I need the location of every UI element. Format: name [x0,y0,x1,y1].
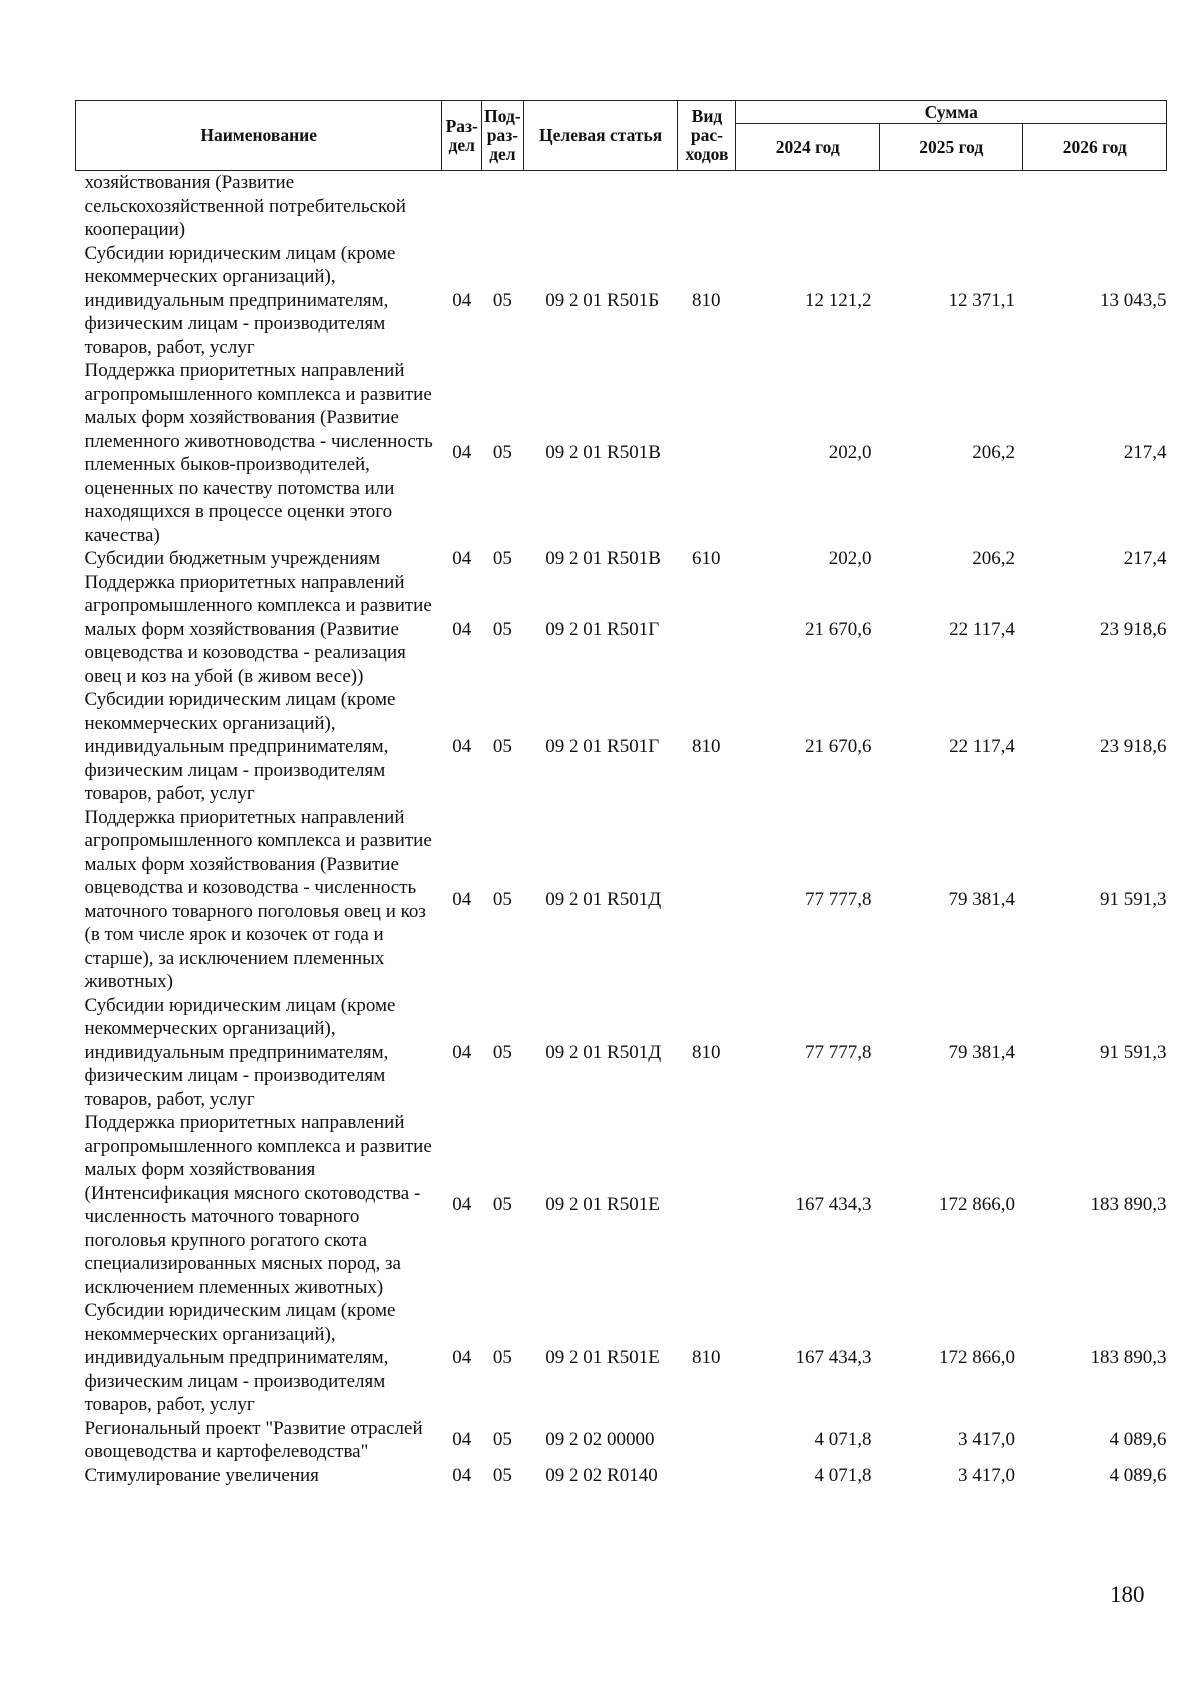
row-razdel: 04 [452,618,472,640]
row-2026: 91 591,3 [1100,888,1167,910]
row-target: 09 2 01 R501Б [545,289,660,311]
row-name: Субсидии юридическим лицам (кроме некоммерческих организаций), индивидуальным предпринимателям, физическим лицам - производителям товаров, работ, услуг [84,1300,396,1415]
row-podrazdel: 05 [492,442,512,464]
row-2024: 4 071,8 [814,1464,872,1486]
row-podrazdel: 05 [492,888,512,910]
row-2025: 79 381,4 [948,888,1015,910]
row-target: 09 2 02 00000 [545,1429,655,1451]
table-row [76,547,1167,571]
row-razdel: 04 [452,1464,472,1486]
row-podrazdel: 05 [492,1194,512,1216]
row-razdel: 04 [452,888,472,910]
page-number: 180 [1110,1582,1145,1607]
table-row [76,1111,1167,1299]
row-2024: 4 071,8 [814,1429,872,1451]
row-2026: 4 089,6 [1109,1464,1167,1486]
row-2026: 217,4 [1123,548,1167,569]
row-podrazdel [482,171,524,242]
row-razdel: 04 [452,1041,472,1063]
row-vid [678,359,736,547]
row-name: Субсидии юридическим лицам (кроме некоммерческих организаций), индивидуальным предпринимателям, физическим лицам - производителям товаров, работ, услуг [84,994,396,1110]
table-row [76,688,1167,806]
row-podrazdel: 05 [492,1464,512,1486]
row-podrazdel: 05 [492,289,512,311]
row-name: Субсидии юридическим лицам (кроме некоммерческих организаций), индивидуальным предпринимателям, физическим лицам - производителям товаров, работ, услуг [84,242,396,358]
row-podrazdel: 05 [492,618,512,640]
row-name: Стимулирование увеличения [84,1464,319,1486]
header-year-2024: 2024 год [736,124,879,171]
budget-table [75,100,1167,1487]
row-2025 [879,171,1022,242]
table-row [76,571,1167,689]
header-target: Целевая статья [523,101,678,171]
header-year-2026: 2026 год [1023,124,1167,171]
row-razdel: 04 [452,1347,472,1368]
row-razdel: 04 [452,736,472,757]
row-2024: 21 670,6 [804,736,872,757]
row-target: 09 2 01 R501В [545,442,661,464]
header-razdel: Раз-дел [442,101,482,171]
row-2025: 12 371,1 [948,289,1015,311]
row-2026 [1023,171,1167,242]
row-name: Субсидии юридическим лицам (кроме некоммерческих организаций), индивидуальным предпринимателям, физическим лицам - производителям товаров, работ, услуг [84,689,396,804]
row-vid [678,806,736,994]
row-vid [678,571,736,689]
table-body [76,171,1167,1488]
row-podrazdel: 05 [492,736,512,757]
row-name: хозяйствования (Развитие сельскохозяйственной потребительской кооперации) [84,172,406,240]
row-vid [678,1464,736,1488]
row-target: 09 2 01 R501Д [545,1041,662,1063]
row-2026: 13 043,5 [1100,289,1167,311]
row-podrazdel: 05 [492,1429,512,1451]
row-2024: 202,0 [828,548,872,569]
row-2026: 23 918,6 [1100,618,1167,640]
row-target: 09 2 01 R501Г [545,736,660,757]
row-2024: 167 434,3 [795,1194,872,1216]
row-name: Поддержка приоритетных направлений агропромышленного комплекса и развитие малых форм хозяйствования (Развитие племенного животноводства - численность племенных быков-производителей, оцененных по качеству потомства или находящихся в процессе оценки этого качества) [84,360,433,546]
row-razdel [442,171,482,242]
row-razdel: 04 [452,442,472,464]
row-vid [678,1417,736,1464]
row-target: 09 2 01 R501Д [545,888,662,910]
header-name: Наименование [76,101,442,171]
row-2026: 4 089,6 [1109,1429,1167,1451]
table-row [76,806,1167,994]
row-2025: 22 117,4 [949,736,1015,757]
row-target [523,171,678,242]
row-vid [678,1111,736,1299]
row-2024: 12 121,2 [804,289,872,311]
row-name: Поддержка приоритетных направлений агропромышленного комплекса и развитие малых форм хозяйствования (Развитие овцеводства и козоводства - численность маточного товарного поголовья овец и коз (в том числе ярок и козочек от года и старше), за исключением племенных животных) [84,806,432,992]
row-vid [678,171,736,242]
row-2025: 79 381,4 [948,1041,1015,1063]
row-podrazdel: 05 [492,548,512,569]
row-target: 09 2 02 R0140 [545,1464,658,1486]
row-target: 09 2 01 R501Е [545,1347,660,1368]
row-2024: 167 434,3 [795,1347,872,1368]
row-name: Субсидии бюджетным учреждениям [84,548,381,569]
header-podrazdel: Под-раз-дел [482,101,524,171]
row-2025: 3 417,0 [957,1464,1015,1486]
row-podrazdel: 05 [492,1041,512,1063]
row-2025: 206,2 [972,548,1015,569]
row-target: 09 2 01 R501Е [545,1194,660,1216]
row-2026: 217,4 [1123,442,1167,464]
table-row [76,359,1167,547]
row-2026: 183 890,3 [1090,1347,1167,1368]
row-2024 [736,171,879,242]
header-year-2025: 2025 год [879,124,1022,171]
header-vid: Вид рас-ходов [678,101,736,171]
row-2024: 202,0 [828,442,872,464]
row-vid: 810 [691,1347,721,1368]
row-vid: 610 [691,548,721,569]
row-vid: 810 [691,1041,721,1063]
table-row [76,1417,1167,1464]
table-row [76,171,1167,242]
table-row [76,242,1167,360]
row-razdel: 04 [452,289,472,311]
header-summa: Сумма [736,101,1167,124]
row-name: Поддержка приоритетных направлений агропромышленного комплекса и развитие малых форм хозяйствования (Интенсификация мясного скотоводства - численность маточного товарного поголовья крупного рогатого скота специализированных мясных пород, за исключением племенных животных) [84,1112,432,1298]
row-target: 09 2 01 R501В [545,548,661,569]
row-podrazdel: 05 [492,1347,512,1368]
row-2026: 23 918,6 [1100,736,1167,757]
row-2026: 91 591,3 [1100,1041,1167,1063]
row-vid: 810 [691,736,721,757]
row-2025: 172 866,0 [938,1194,1015,1216]
table-header [76,101,1167,171]
row-razdel: 04 [452,1429,472,1451]
row-2024: 77 777,8 [804,1041,872,1063]
row-2025: 22 117,4 [949,618,1015,640]
row-vid: 810 [691,289,721,311]
row-2025: 206,2 [972,442,1015,464]
row-2024: 21 670,6 [804,618,872,640]
row-target: 09 2 01 R501Г [545,618,660,640]
row-razdel: 04 [452,1194,472,1216]
row-2025: 172 866,0 [938,1347,1015,1368]
table-row [76,1299,1167,1417]
row-razdel: 04 [452,548,472,569]
table-row [76,994,1167,1112]
row-2026: 183 890,3 [1090,1194,1167,1216]
row-2024: 77 777,8 [804,888,872,910]
row-name: Региональный проект "Развитие отраслей овощеводства и картофелеводства" [84,1417,423,1462]
row-name: Поддержка приоритетных направлений агропромышленного комплекса и развитие малых форм хозяйствования (Развитие овцеводства и козоводства - реализация овец и коз на убой (в живом весе)) [84,571,432,687]
row-2025: 3 417,0 [957,1429,1015,1451]
table-row [76,1464,1167,1488]
